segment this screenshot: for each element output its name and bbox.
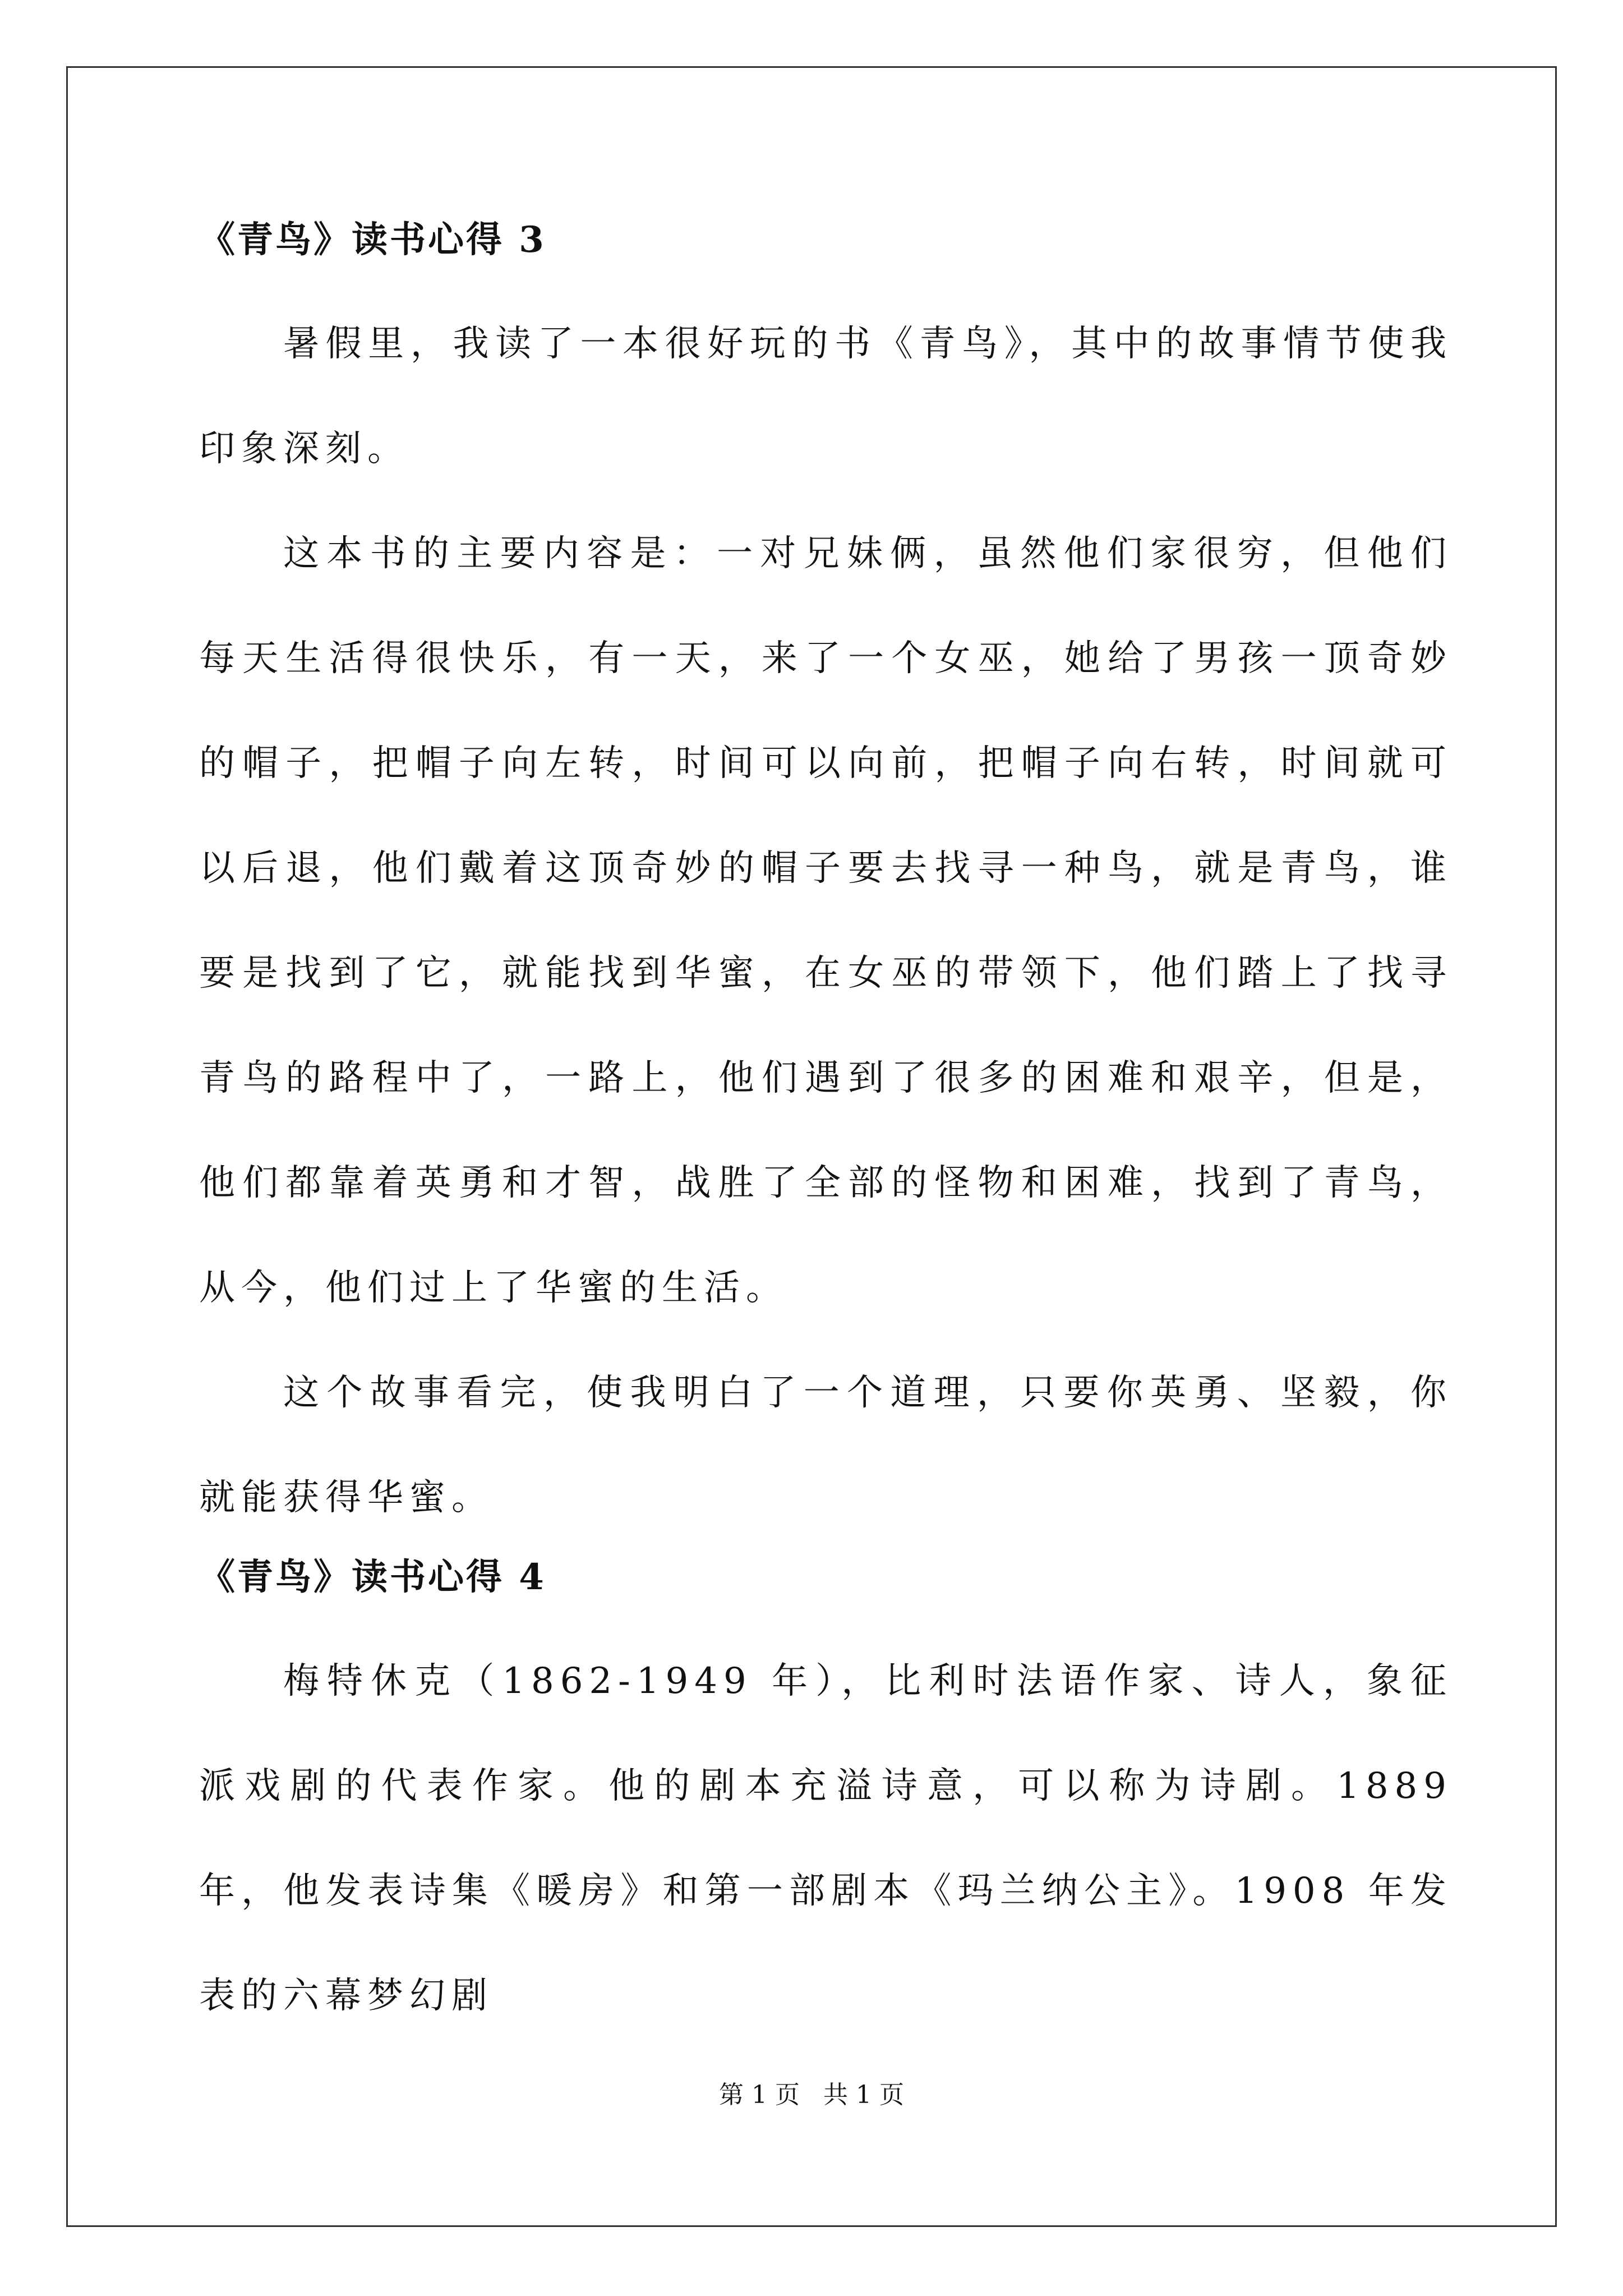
section-heading-4: 《青鸟》读书心得 4 <box>199 1556 546 1598</box>
page-footer: 第 1 页 共 1 页 <box>719 2081 904 2109</box>
section-heading-3: 《青鸟》读书心得 3 <box>199 219 546 261</box>
paragraph: 暑假里，我读了一本很好玩的书《青鸟》，其中的故事情节使我印象深刻。 <box>199 323 1453 470</box>
paragraph: 梅特休克（1862-1949 年），比利时法语作家、诗人，象征派戏剧的代表作家。他的剧本充溢诗意，可以称为诗剧。1889 年，他发表诗集《暖房》和第一部剧本《玛兰纳公主》。1908 年发表的六幕梦幻剧 <box>199 1660 1453 2017</box>
paragraph: 这个故事看完，使我明白了一个道理，只要你英勇、坚毅，你就能获得华蜜。 <box>199 1372 1453 1519</box>
paragraph: 这本书的主要内容是：一对兄妹俩，虽然他们家很穷，但他们每天生活得很快乐，有一天，来了一个女巫，她给了男孩一顶奇妙的帽子，把帽子向左转，时间可以向前，把帽子向右转，时间就可以后退，他们戴着这顶奇妙的帽子要去找寻一种鸟，就是青鸟，谁要是找到了它，就能找到华蜜，在女巫的带领下，他们踏上了找寻青鸟的路程中了，一路上，他们遇到了很多的困难和艰辛，但是，他们都靠着英勇和才智，战胜了全部的怪物和困难，找到了青鸟，从今，他们过上了华蜜的生活。 <box>199 533 1453 1309</box>
document-body <box>199 213 1453 2049</box>
